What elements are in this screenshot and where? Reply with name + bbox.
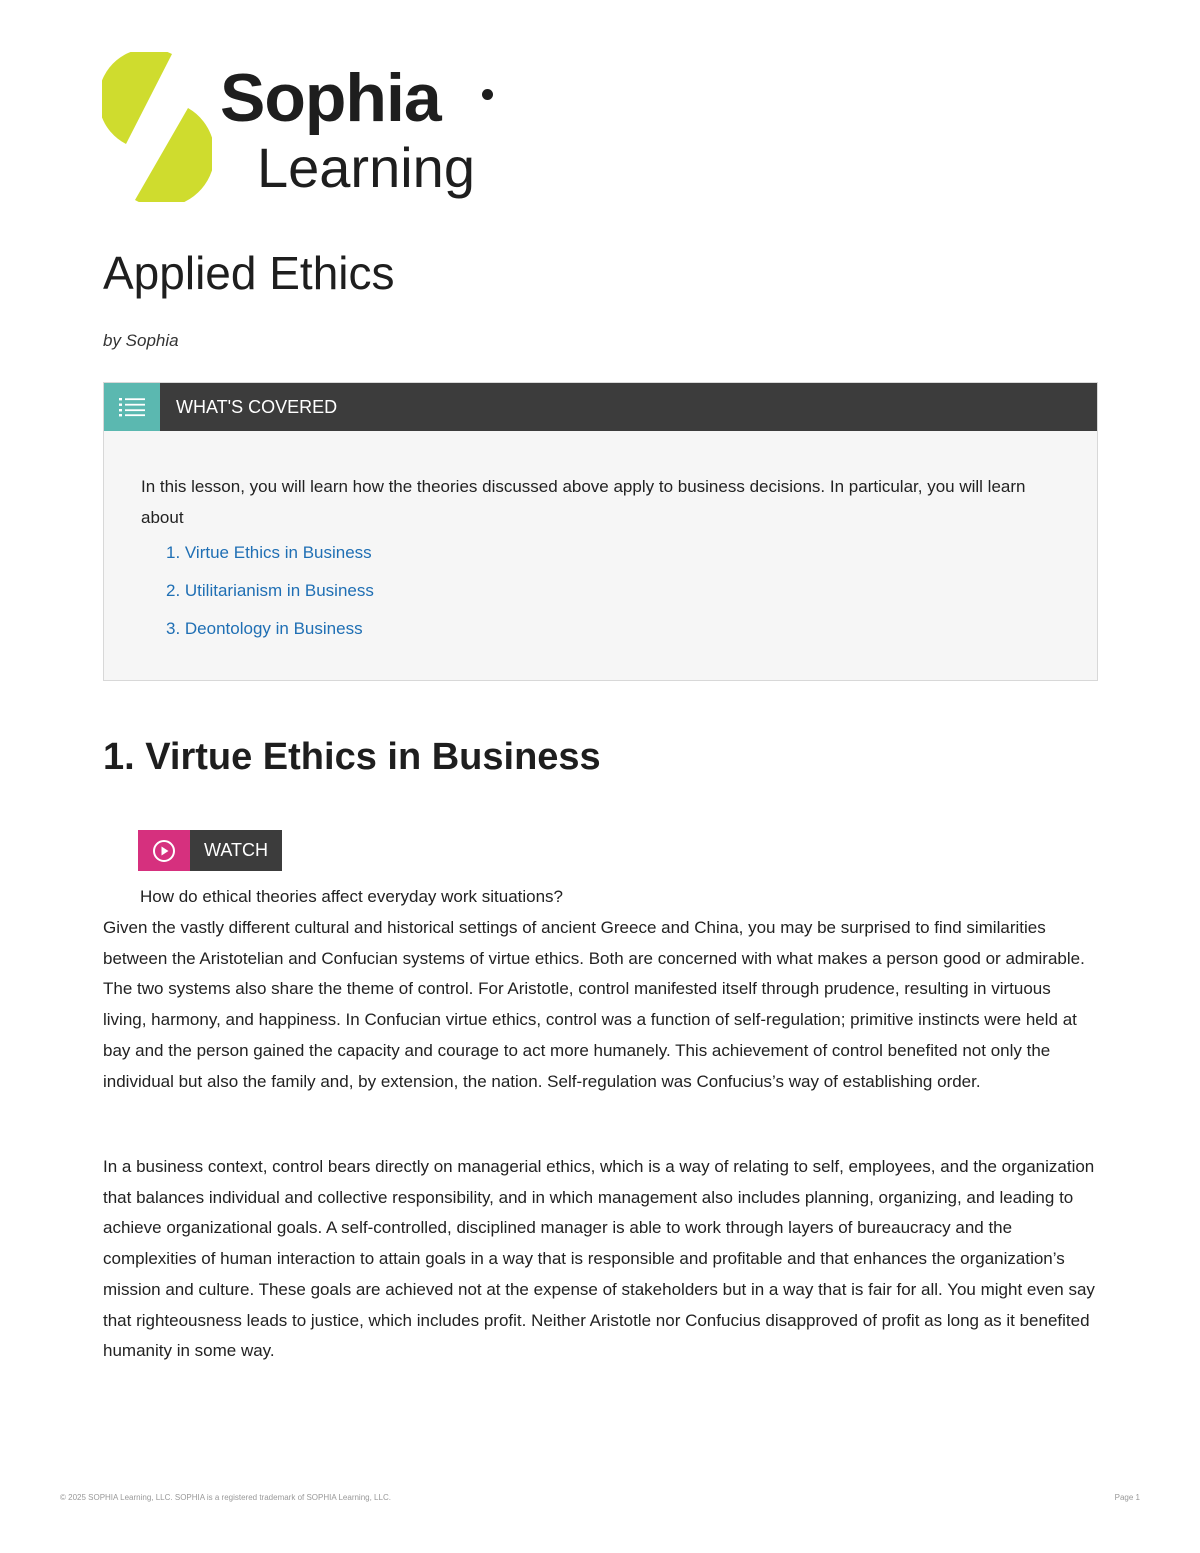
whats-covered-label: WHAT'S COVERED (176, 396, 338, 417)
list-icon (104, 383, 160, 431)
watch-label: WATCH (190, 830, 282, 871)
whats-covered-box (103, 382, 1098, 681)
sophia-logo-mark-icon (102, 52, 212, 202)
footer-page-number: Page 1 (1114, 1493, 1140, 1502)
logo-word-learning: Learning (257, 136, 475, 199)
page-title: Applied Ethics (103, 247, 395, 299)
play-icon (138, 830, 190, 871)
section-heading-virtue-ethics: 1. Virtue Ethics in Business (103, 736, 601, 778)
body-paragraph: In a business context, control bears directly on managerial ethics, which is a way of relating to self, employees, and the organization that balances individual and collective responsibility, and in which management also includes planning, organizing, and leading to achieve organizational goals. A self-controlled, disciplined manager is able to work through layers of bureaucracy and the complexities of human interaction to attain goals in a way that is responsible and profitable and that enhances the organization’s mission and culture. These goals are achieved not at the expense of stakeholders but in a way that is fair for all. You might even say that righteousness leads to justice, which includes profit. Neither Aristotle nor Confucius disapproved of profit as long as it benefited humanity in some way. (103, 1157, 1095, 1361)
outline-link-utilitarianism[interactable]: 2. Utilitarianism in Business (166, 581, 374, 600)
outline-link-deontology[interactable]: 3. Deontology in Business (166, 619, 363, 638)
logo-trademark-dot (482, 89, 493, 100)
logo-word-sophia: Sophia (220, 60, 441, 136)
watch-caption: How do ethical theories affect everyday work situations? (140, 887, 564, 906)
whats-covered-header (104, 383, 1097, 431)
footer-copyright: © 2025 SOPHIA Learning, LLC. SOPHIA is a registered trademark of SOPHIA Learning, LLC. (60, 1493, 391, 1502)
body-paragraph: Given the vastly different cultural and historical settings of ancient Greece and China, you may be surprised to find similarities between the Aristotelian and Confucian systems of virtue ethics. Both are concerned with what makes a person good or admirable. The two systems also share the theme of control. For Aristotle, control manifested itself through prudence, resulting in virtuous living, harmony, and happiness. In Confucian virtue ethics, control was a function of self-regulation; primitive instincts were held at bay and the person gained the capacity and courage to act more humanely. This achievement of control benefited not only the individual but also the family and, by extension, the nation. Self-regulation was Confucius’s way of establishing order. (103, 918, 1085, 1091)
byline: by Sophia (103, 331, 179, 350)
whats-covered-intro: In this lesson, you will learn how the theories discussed above apply to business decisions. In particular, you will learn about (141, 477, 1026, 527)
outline-link-virtue-ethics[interactable]: 1. Virtue Ethics in Business (166, 543, 372, 562)
lesson-outline (166, 541, 374, 655)
watch-video-button[interactable] (138, 830, 282, 871)
sophia-logo (102, 52, 512, 207)
